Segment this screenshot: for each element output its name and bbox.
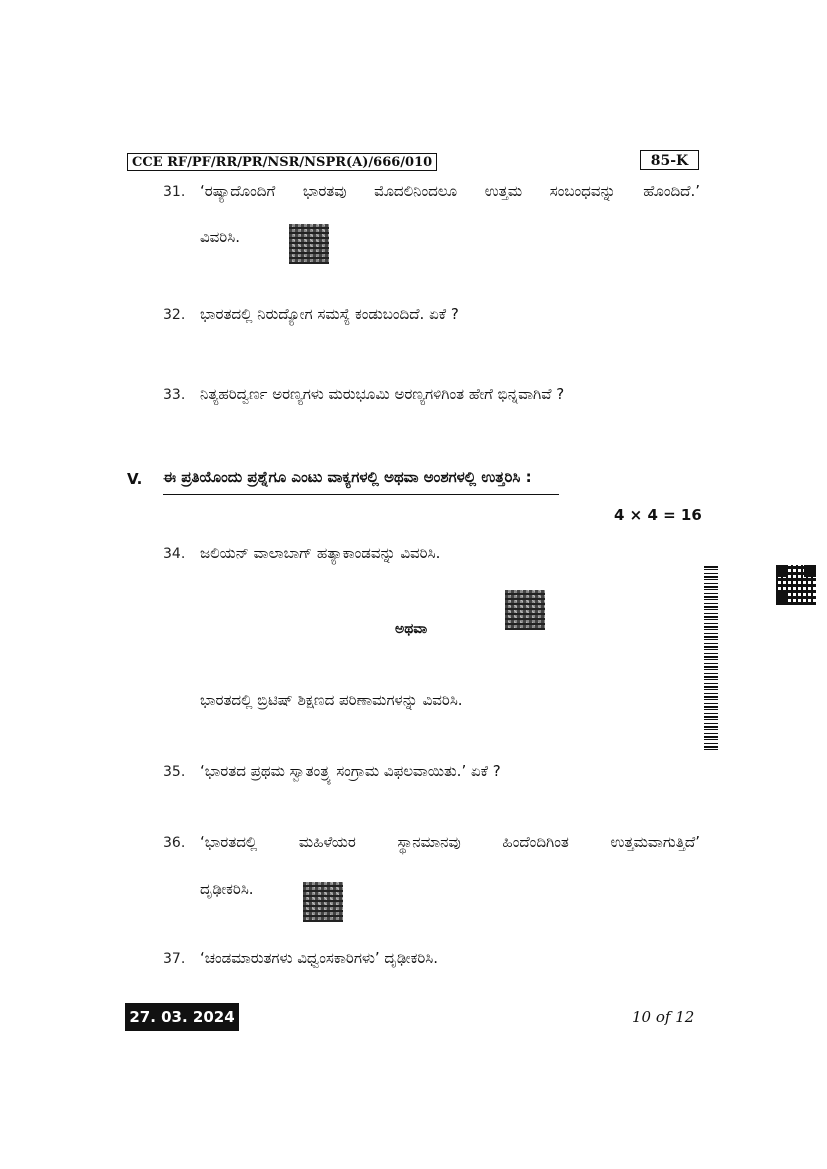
section-label: V. — [127, 470, 143, 488]
section-marks: 4 × 4 = 16 — [614, 506, 702, 524]
section-instruction: ಈ ಪ್ರತಿಯೊಂದು ಪ್ರಶ್ನೆಗೂ ಎಂಟು ವಾಕ್ಯಗಳಲ್ಲಿ ಅಥವಾ ಅಂಶಗಳಲ್ಲಿ ಉತ್ತರಿಸಿ : — [163, 468, 532, 486]
question-36-line1: ‘ಭಾರತದಲ್ಲಿ ಮಹಿಳೆಯರ ಸ್ಥಾನಮಾನವು ಹಿಂದೆಂದಿಗಿಂತ ಉತ್ತಮವಾಗುತ್ತಿದೆ’ — [200, 833, 700, 851]
paper-code: 85-K — [640, 150, 699, 170]
side-qr-code — [776, 565, 816, 605]
page-number: 10 of 12 — [632, 1008, 695, 1026]
question-32-text: ಭಾರತದಲ್ಲಿ ನಿರುದ್ಯೋಗ ಸಮಸ್ಯೆ ಕಂಡುಬಂದಿದೆ. ಏಕೆ ? — [200, 305, 459, 323]
question-number-34: 34. — [163, 546, 186, 562]
question-33-text: ನಿತ್ಯಹರಿದ್ವರ್ಣ ಅರಣ್ಯಗಳು ಮರುಭೂಮಿ ಅರಣ್ಯಗಳಿಗಿಂತ ಹೇಗೆ ಭಿನ್ನವಾಗಿವೆ ? — [200, 385, 565, 403]
question-36-line2: ದೃಢೀಕರಿಸಿ. — [200, 880, 254, 898]
question-number-37: 37. — [163, 951, 186, 967]
exam-date: 27. 03. 2024 — [125, 1003, 239, 1031]
question-number-33: 33. — [163, 387, 186, 403]
question-34-text: ಜಲಿಯನ್ ವಾಲಾಬಾಗ್ ಹತ್ಯಾಕಾಂಡವನ್ನು ವಿವರಿಸಿ. — [200, 544, 441, 562]
question-37-text: ‘ಚಂಡಮಾರುತಗಳು ವಿಧ್ವಂಸಕಾರಿಗಳು’ ದೃಢೀಕರಿಸಿ. — [200, 949, 438, 967]
question-35-text: ‘ಭಾರತದ ಪ್ರಥಮ ಸ್ವಾತಂತ್ರ್ಯ ಸಂಗ್ರಾಮ ವಿಫಲವಾಯಿತು.’ ಏಕೆ ? — [200, 762, 501, 780]
question-31-line2: ವಿವರಿಸಿ. — [200, 228, 240, 246]
section-underline — [163, 494, 559, 495]
qr-code — [289, 224, 329, 264]
question-31-line1: ‘ರಷ್ಯಾದೊಂದಿಗೆ ಭಾರತವು ಮೊದಲಿನಿಂದಲೂ ಉತ್ತಮ ಸಂಬಂಧವನ್ನು ಹೊಂದಿದೆ.’ — [200, 182, 700, 200]
question-number-35: 35. — [163, 764, 186, 780]
qr-code — [505, 590, 545, 630]
barcode — [704, 566, 718, 750]
qr-code — [303, 882, 343, 922]
question-34-alternative: ಭಾರತದಲ್ಲಿ ಬ್ರಿಟಿಷ್ ಶಿಕ್ಷಣದ ಪರಿಣಾಮಗಳನ್ನು ವಿವರಿಸಿ. — [200, 691, 463, 709]
exam-code: CCE RF/PF/RR/PR/NSR/NSPR(A)/666/010 — [127, 153, 437, 171]
question-number-32: 32. — [163, 307, 186, 323]
or-separator: ಅಥವಾ — [395, 621, 428, 637]
question-number-36: 36. — [163, 835, 186, 851]
question-number-31: 31. — [163, 184, 186, 200]
